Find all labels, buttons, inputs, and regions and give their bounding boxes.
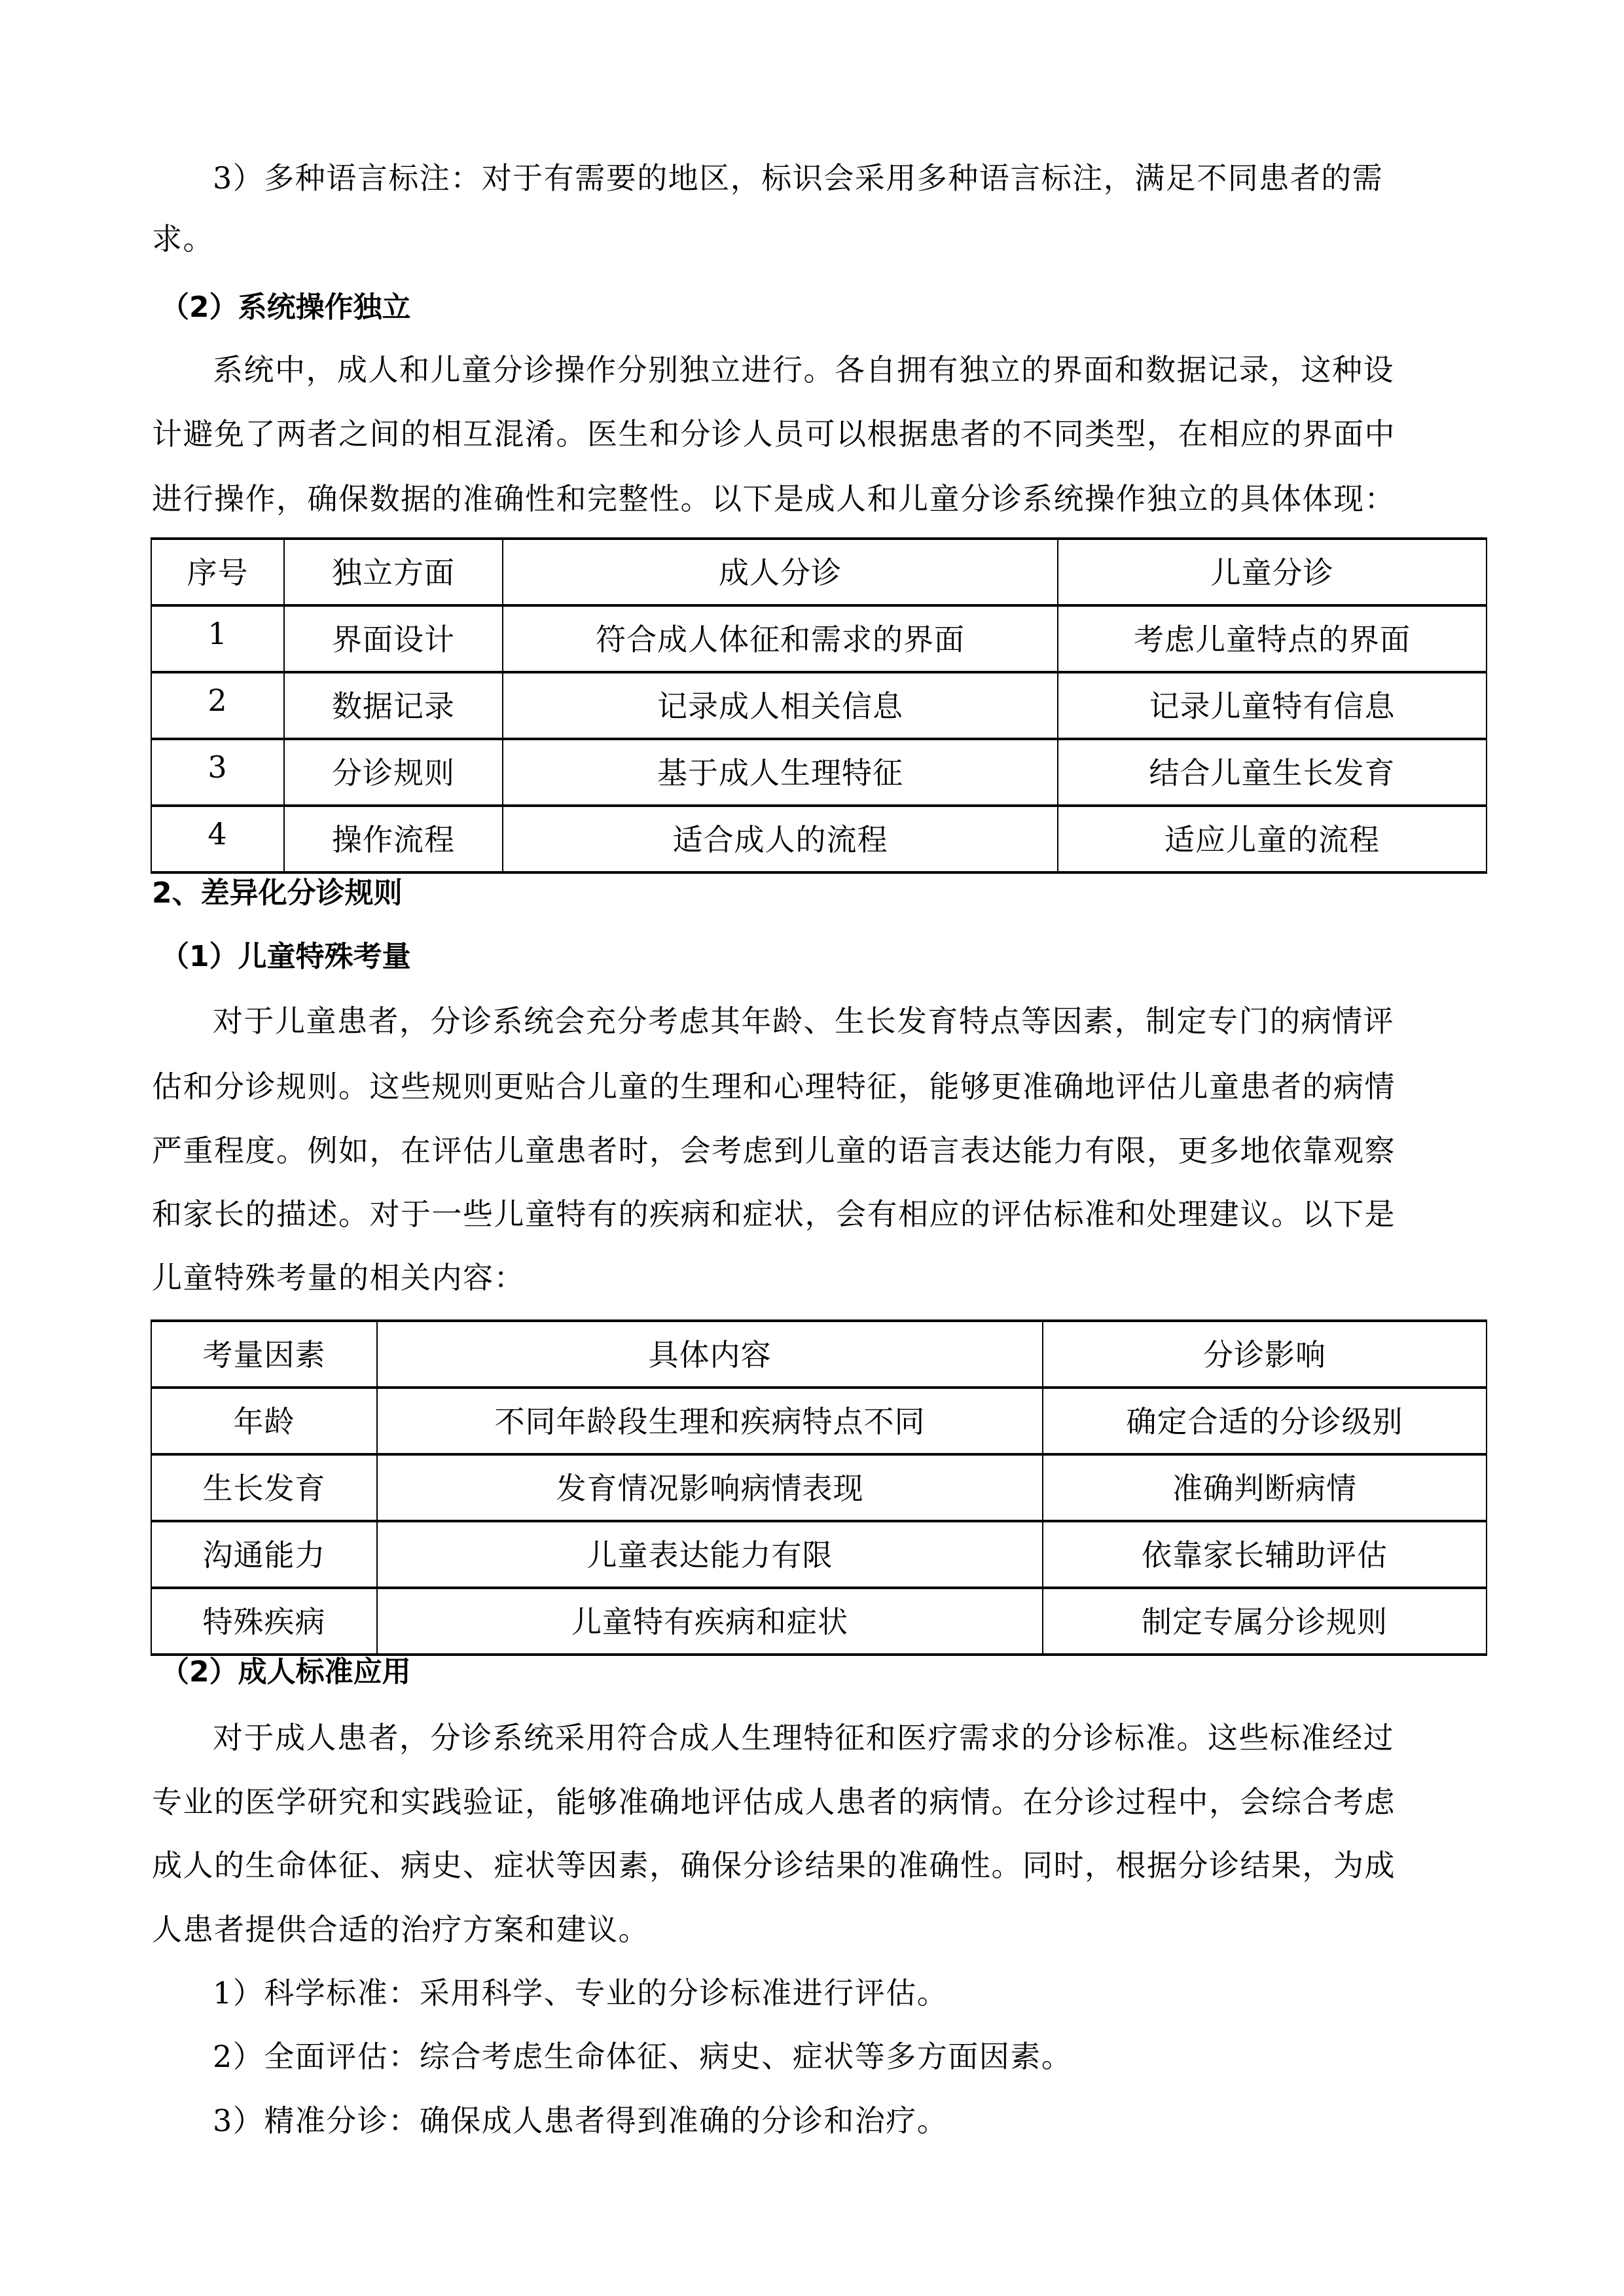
table-cell: 考虑儿童特点的界面 [1058,605,1487,672]
table-cell: 符合成人体征和需求的界面 [503,605,1058,672]
paragraph-line: 人患者提供合适的治疗方案和建议。 [152,1912,649,1947]
table-header-cell: 序号 [151,539,284,605]
table-cell: 儿童表达能力有限 [377,1521,1043,1588]
table-cell: 3 [151,739,284,806]
list-item-multilingual-continued: 求。 [152,221,214,257]
table-header-row [151,539,1487,605]
table-cell: 生长发育 [151,1454,377,1521]
table-cell: 特殊疾病 [151,1588,377,1655]
table-cell: 1 [151,605,284,672]
list-item: 1）科学标准：采用科学、专业的分诊标准进行评估。 [213,1975,948,2011]
table-cell: 数据记录 [284,672,503,739]
table-cell: 基于成人生理特征 [503,739,1058,806]
table-cell: 4 [151,806,284,872]
table-header-cell: 分诊影响 [1043,1321,1487,1388]
heading-system-independent: （2）系统操作独立 [160,291,411,324]
table-system-independence [151,537,1487,874]
table-cell: 界面设计 [284,605,503,672]
table-cell: 沟通能力 [151,1521,377,1588]
paragraph-line: 计避免了两者之间的相互混淆。医生和分诊人员可以根据患者的不同类型，在相应的界面中 [152,416,1396,452]
paragraph-line: 儿童特殊考量的相关内容： [152,1260,525,1295]
table-header-cell: 成人分诊 [503,539,1058,605]
table-cell: 依靠家长辅助评估 [1043,1521,1487,1588]
table-cell: 操作流程 [284,806,503,872]
table-cell: 记录儿童特有信息 [1058,672,1487,739]
paragraph-line: 成人的生命体征、病史、症状等因素，确保分诊结果的准确性。同时，根据分诊结果，为成 [152,1848,1396,1883]
table-header-cell: 考量因素 [151,1321,377,1388]
table-cell: 适合成人的流程 [503,806,1058,872]
paragraph-line: 对于儿童患者，分诊系统会充分考虑其年龄、生长发育特点等因素，制定专门的病情评 [213,1003,1394,1039]
table-cell: 结合儿童生长发育 [1058,739,1487,806]
list-item: 3）精准分诊：确保成人患者得到准确的分诊和治疗。 [213,2103,948,2138]
table-row [151,1454,1487,1521]
paragraph-line: 系统中，成人和儿童分诊操作分别独立进行。各自拥有独立的界面和数据记录，这种设 [213,352,1394,387]
table-cell: 适应儿童的流程 [1058,806,1487,872]
table-row [151,605,1487,672]
table-row [151,1588,1487,1655]
table-header-cell: 具体内容 [377,1321,1043,1388]
paragraph-line: 进行操作，确保数据的准确性和完整性。以下是成人和儿童分诊系统操作独立的具体体现： [152,481,1396,516]
paragraph-line: 对于成人患者，分诊系统采用符合成人生理特征和医疗需求的分诊标准。这些标准经过 [213,1720,1394,1755]
paragraph-line: 估和分诊规则。这些规则更贴合儿童的生理和心理特征，能够更准确地评估儿童患者的病情 [152,1069,1396,1104]
table-cell: 2 [151,672,284,739]
table-header-row [151,1321,1487,1388]
heading-differentiated-rules: 2、差异化分诊规则 [152,876,403,910]
table-row [151,739,1487,806]
heading-adult-standards: （2）成人标准应用 [160,1655,411,1689]
table-cell: 发育情况影响病情表现 [377,1454,1043,1521]
table-cell: 儿童特有疾病和症状 [377,1588,1043,1655]
table-row [151,672,1487,739]
table-cell: 准确判断病情 [1043,1454,1487,1521]
table-cell: 年龄 [151,1388,377,1454]
paragraph-line: 和家长的描述。对于一些儿童特有的疾病和症状，会有相应的评估标准和处理建议。以下是 [152,1196,1396,1232]
table-cell: 不同年龄段生理和疾病特点不同 [377,1388,1043,1454]
list-item: 2）全面评估：综合考虑生命体征、病史、症状等多方面因素。 [213,2039,1073,2074]
table-row [151,1521,1487,1588]
table-cell: 分诊规则 [284,739,503,806]
table-cell: 确定合适的分诊级别 [1043,1388,1487,1454]
table-cell: 记录成人相关信息 [503,672,1058,739]
table-row [151,806,1487,872]
table-cell: 制定专属分诊规则 [1043,1588,1487,1655]
table-children-considerations [151,1319,1487,1656]
table-header-cell: 独立方面 [284,539,503,605]
paragraph-line: 专业的医学研究和实践验证，能够准确地评估成人患者的病情。在分诊过程中，会综合考虑 [152,1784,1396,1820]
heading-children-considerations: （1）儿童特殊考量 [160,940,411,973]
list-item-multilingual: 3）多种语言标注：对于有需要的地区，标识会采用多种语言标注，满足不同患者的需 [213,160,1384,196]
table-row [151,1388,1487,1454]
table-header-cell: 儿童分诊 [1058,539,1487,605]
paragraph-line: 严重程度。例如，在评估儿童患者时，会考虑到儿童的语言表达能力有限，更多地依靠观察 [152,1133,1396,1168]
